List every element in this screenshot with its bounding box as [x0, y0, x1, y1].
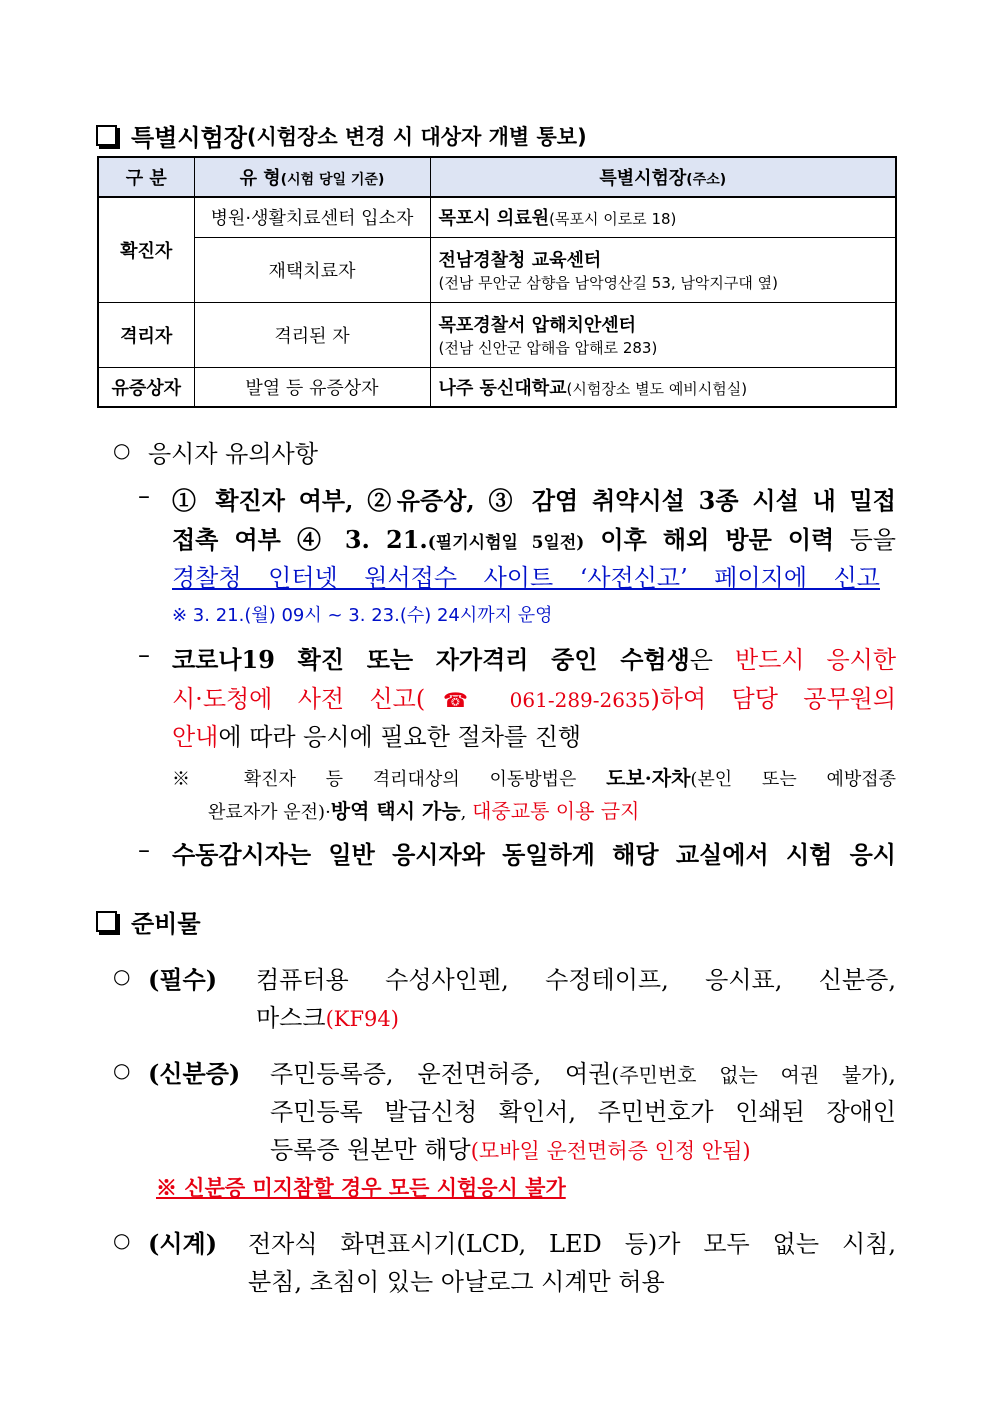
id-line2: 주민등록 발급신청 확인서, 주민번호가 인쇄된 장애인 [270, 1098, 896, 1126]
cell-location: 전남경찰청 교육센터 (전남 무안군 삼향읍 남악영산길 53, 남악지구대 옆) [430, 237, 896, 302]
table-header-row [98, 157, 896, 197]
notice-item2-line2: 시·도청에 사전 신고(☎ 061-289-2635)하여 담당 공무원의 [172, 685, 896, 713]
cell-category: 확진자 [98, 197, 194, 302]
dash-bullet-icon: – [138, 482, 150, 510]
circle-bullet-icon: ○ [113, 964, 131, 988]
notice-item2-note-cont: 완료자가 운전)·방역 택시 가능, 대중교통 이용 금지 [208, 799, 640, 823]
section-title-sub: (시험장소 변경 시 대상자 개별 통보) [246, 124, 587, 149]
id-label: (신분증) [148, 1059, 241, 1088]
cell-category: 격리자 [98, 302, 194, 367]
table-row [98, 237, 896, 302]
notice-item1-note: ※ 3. 21.(월) 09시 ~ 3. 23.(수) 24시까지 운영 [172, 605, 553, 626]
notice-item2-line3: 안내에 따라 응시에 필요한 절차를 진행 [172, 723, 582, 751]
id-warning: ※ 신분증 미지참할 경우 모든 시험응시 불가 [156, 1175, 566, 1200]
id-line3: 등록증 원본만 해당(모바일 운전면허증 인정 안됨) [270, 1136, 751, 1164]
cell-type: 격리된 자 [194, 302, 430, 367]
header-category: 구 분 [98, 157, 194, 197]
watch-label: (시계) [148, 1229, 218, 1258]
cell-type: 발열 등 유증상자 [194, 367, 430, 407]
dash-bullet-icon: – [138, 641, 150, 669]
watch-line2: 분침, 초침이 있는 아날로그 시계만 허용 [248, 1268, 665, 1296]
cell-location: 목포경찰서 압해치안센터 (전남 신안군 압해읍 압해로 283) [430, 302, 896, 367]
circle-bullet-icon: ○ [113, 438, 131, 462]
header-location: 특별시험장(주소) [430, 157, 896, 197]
section-title-special-venue [96, 118, 587, 153]
table-row [98, 197, 896, 237]
notice-item1-line2: 접촉 여부 ④ 3. 21.(필기시험일 5일전) 이후 해외 방문 이력 등을 [172, 525, 896, 554]
header-type: 유 형(시험 당일 기준) [194, 157, 430, 197]
notice-item2-line1: 코로나19 확진 또는 자가격리 중인 수험생은 반드시 응시한 [172, 645, 897, 674]
notice-item2-note: ※ 확진자 등 격리대상의 이동방법은 도보·자차(본인 또는 예방접종 [172, 766, 896, 790]
notice-item1-line3: 경찰청 인터넷 원서접수 사이트 ‘사전신고’ 페이지에 신고 [172, 564, 880, 592]
required-label: (필수) [148, 965, 218, 994]
dash-bullet-icon: – [138, 836, 150, 864]
checkbox-square-icon [96, 125, 117, 146]
section-title-supplies [96, 904, 201, 939]
section-title-text: 특별시험장 [131, 124, 247, 152]
cell-type: 재택치료자 [194, 237, 430, 302]
cell-type: 병원·생활치료센터 입소자 [194, 197, 430, 237]
notice-heading: 응시자 유의사항 [148, 440, 318, 468]
required-line1: 컴퓨터용 수성사인펜, 수정테이프, 응시표, 신분증, [256, 966, 896, 994]
required-line2: 마스크(KF94) [256, 1004, 399, 1032]
cell-location: 목포시 의료원(목포시 이로로 18) [430, 197, 896, 237]
checkbox-square-icon [96, 911, 117, 932]
table-row [98, 367, 896, 407]
special-venue-table [97, 156, 897, 408]
table-row [98, 302, 896, 367]
circle-bullet-icon: ○ [113, 1058, 131, 1082]
circle-bullet-icon: ○ [113, 1228, 131, 1252]
watch-line1: 전자식 화면표시기(LCD, LED 등)가 모두 없는 시침, [248, 1230, 896, 1258]
notice-item1-line1: ① 확진자 여부, ②유증상, ③ 감염 취약시설 3종 시설 내 밀접 [172, 486, 896, 515]
cell-category: 유증상자 [98, 367, 194, 407]
section-title-text: 준비물 [131, 910, 201, 938]
id-line1: 주민등록증, 운전면허증, 여권(주민번호 없는 여권 불가), [270, 1060, 896, 1088]
notice-item3: 수동감시자는 일반 응시자와 동일하게 해당 교실에서 시험 응시 [172, 840, 896, 869]
cell-location: 나주 동신대학교(시험장소 별도 예비시험실) [430, 367, 896, 407]
